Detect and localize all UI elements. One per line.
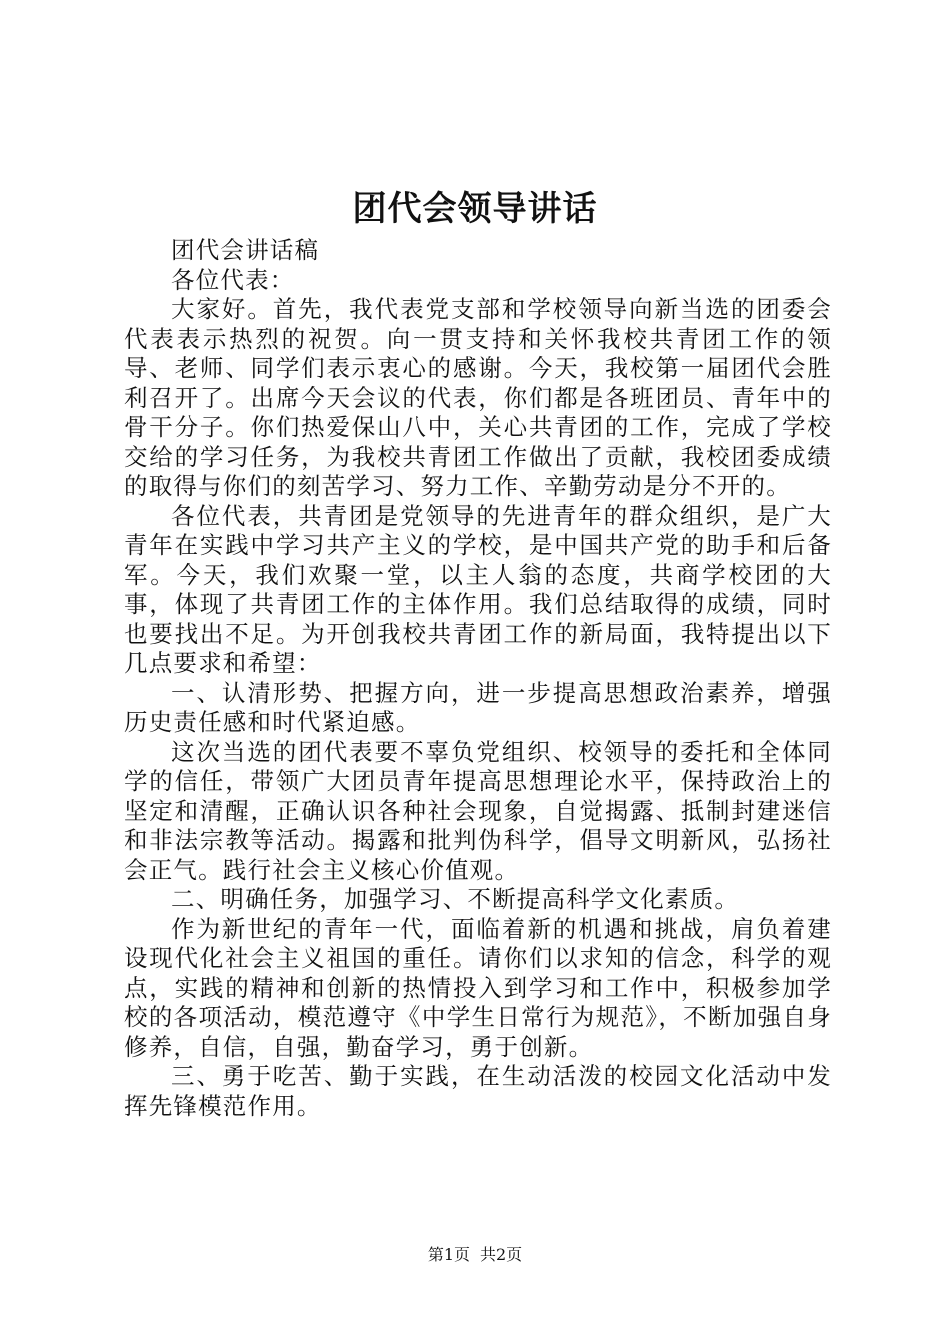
- paragraph-heading-2: 二、明确任务，加强学习、不断提高科学文化素质。: [171, 885, 740, 913]
- document-title: 团代会领导讲话: [352, 189, 598, 229]
- paragraph-heading-1: 一、认清形势、把握方向，进一步提高思想政治素养，增强历史责任感和时代紧迫感。: [124, 678, 832, 736]
- page-total: 共2页: [480, 1245, 523, 1264]
- page-number: 第1页: [427, 1245, 470, 1264]
- paragraph: 作为新世纪的青年一代，面临着新的机遇和挑战，肩负着建设现代化社会主义祖国的重任。请你们以求知的信念，科学的观点，实践的精神和创新的热情投入到学习和工作中，积极参加学校的各项活动，模范遵守《中学生日常行为规范》，不断加强自身修养，自信，自强，勤奋学习，勇于创新。: [124, 914, 832, 1061]
- page-footer: [0, 1244, 950, 1266]
- document-body: [124, 236, 832, 1121]
- paragraph-subtitle: 团代会讲话稿: [171, 236, 320, 264]
- paragraph: 这次当选的团代表要不辜负党组织、校领导的委托和全体同学的信任，带领广大团员青年提高思想理论水平，保持政治上的坚定和清醒，正确认识各种社会现象，自觉揭露、抵制封建迷信和非法宗教等活动。揭露和批判伪科学，倡导文明新风，弘扬社会正气。践行社会主义核心价值观。: [124, 737, 832, 884]
- paragraph: 大家好。首先，我代表党支部和学校领导向新当选的团委会代表表示热烈的祝贺。向一贯支持和关怀我校共青团工作的领导、老师、同学们表示衷心的感谢。今天，我校第一届团代会胜利召开了。出席今天会议的代表，你们都是各班团员、青年中的骨干分子。你们热爱保山八中，关心共青团的工作，完成了学校交给的学习任务，为我校共青团工作做出了贡献，我校团委成绩的取得与你们的刻苦学习、努力工作、辛勤劳动是分不开的。: [124, 295, 832, 500]
- paragraph-heading-3: 三、勇于吃苦、勤于实践，在生动活泼的校园文化活动中发挥先锋模范作用。: [124, 1062, 832, 1120]
- paragraph: 各位代表，共青团是党领导的先进青年的群众组织，是广大青年在实践中学习共产主义的学校，是中国共产党的助手和后备军。今天，我们欢聚一堂，以主人翁的态度，共商学校团的大事，体现了共青团工作的主体作用。我们总结取得的成绩，同时也要找出不足。为开创我校共青团工作的新局面，我特提出以下几点要求和希望：: [124, 501, 832, 677]
- paragraph-salutation: 各位代表：: [171, 265, 295, 294]
